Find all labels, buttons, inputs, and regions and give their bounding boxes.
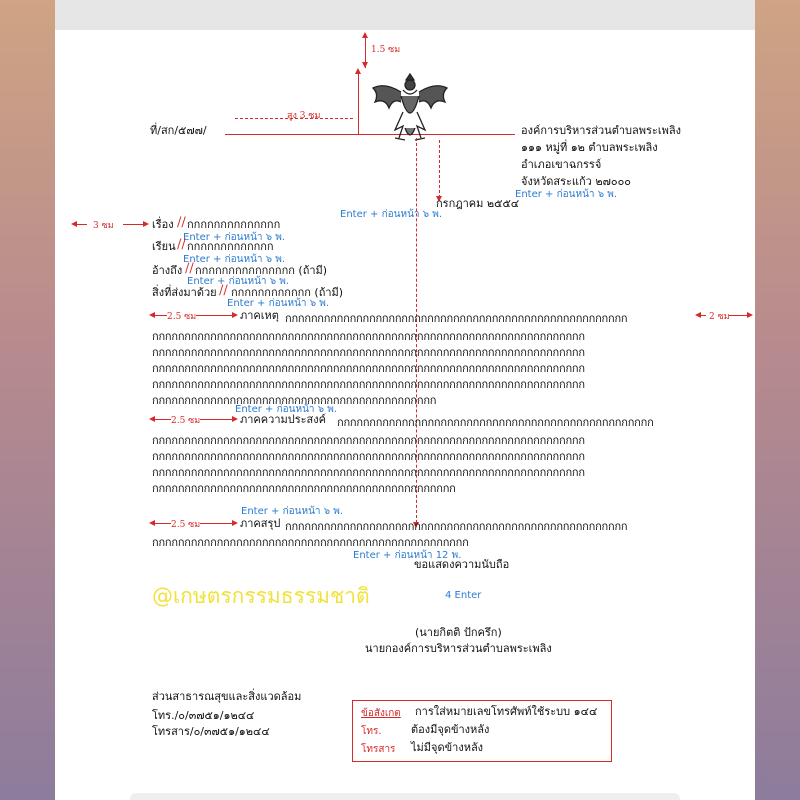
fax-number: โทรสาร/๐/๓๗๕๑/๑๒๔๔ [152,725,270,738]
enter-hint-refer: Enter + ก่อนหน้า ๖ พ. [187,276,289,287]
department-name: ส่วนสาธารณสุขและสิ่งแวดล้อม [152,690,302,703]
left-margin-arrow-left [71,221,77,227]
slash-mark: // [185,261,194,276]
note-fax-label: โทรสาร [361,744,396,755]
indent-label-3: 2.5 ซม [171,517,200,531]
attach-label: สิ่งที่ส่งมาด้วย [152,286,217,299]
enter-hint-org: Enter + ก่อนหน้า ๖ พ. [515,189,617,200]
para3-heading: ภาคสรุป [240,517,281,530]
refer-label: อ้างถึง [152,264,183,277]
para2-line: กกกกกกกกกกกกกกกกกกกกกกกกกกกกกกกกกกกกกกกกกกกกกกกกกกกกกกกกกกกกกกกกกกก [152,466,585,479]
top-margin-label: 1.5 ซม [371,45,401,55]
right-margin-line-a [700,315,706,316]
note-tel-text: ต้องมีจุดข้างหลัง [411,723,490,736]
right-margin-arrow-right [747,312,753,318]
to-value: กกกกกกกกกกกกก [187,240,274,253]
para1-line: กกกกกกกกกกกกกกกกกกกกกกกกกกกกกกกกกกกกกกกกกกกกกกกกกกกกกกกกกกกกกกกกกกก [152,378,585,391]
para1-line: กกกกกกกกกกกกกกกกกกกกกกกกกกกกกกกกกกกกกกกกกกกกกกกกกกกกกกกกกกกกกกกกกกก [152,346,585,359]
top-margin-arrow-up [362,32,368,38]
emblem-height-line [358,70,359,134]
org-line-2: ๑๑๑ หมู่ที่ ๑๒ ตำบลพระเพลิง [521,141,658,154]
note-text: การใส่หมายเลขโทรศัพท์ใช้ระบบ ๑๔๔ [415,705,598,718]
org-line-4: จังหวัดสระแก้ว ๒๗๐๐๐ [521,175,632,188]
emblem-guide-line [235,118,353,119]
para2-heading: ภาคความประสงค์ [240,413,326,426]
emblem-height-label: สูง 3 ซม [287,111,321,121]
enter-4-hint: 4 Enter [445,590,482,601]
note-box [352,700,612,762]
right-margin-label: 2 ซม [709,312,730,322]
para1-first-line: กกกกกกกกกกกกกกกกกกกกกกกกกกกกกกกกกกกกกกกกกกกกกกกกกกกกก [285,312,628,325]
indent-arrow-right-1 [232,312,238,318]
para3-first-line: กกกกกกกกกกกกกกกกกกกกกกกกกกกกกกกกกกกกกกกกกกกกกกกกกกกกก [285,520,628,533]
viewer-bottom-bar [130,793,680,800]
left-margin-line-b [123,224,145,225]
enter-hint-para2: Enter + ก่อนหน้า ๖ พ. [241,506,343,517]
enter-hint-attach: Enter + ก่อนหน้า ๖ พ. [227,298,329,309]
letter-date: กรกฎาคม ๒๕๕๔ [436,197,520,210]
right-margin-line-b [729,315,749,316]
para1-heading: ภาคเหตุ [240,309,279,322]
indent-arrow-left-2 [149,416,155,422]
watermark-text: @เกษตรกรรมธรรมชาติ [152,584,370,608]
note-fax-text: ไม่มีจุดข้างหลัง [411,741,484,754]
org-line-3: อำเภอเขาฉกรรจ์ [521,158,602,171]
indent-label-1: 2.5 ซม [167,309,196,323]
indent-arrow-right-3 [232,520,238,526]
para1-line: กกกกกกกกกกกกกกกกกกกกกกกกกกกกกกกกกกกกกกกกกกกก [152,394,437,407]
attach-value: กกกกกกกกกกกก (ถ้ามี) [231,286,344,299]
indent-label-2: 2.5 ซม [171,413,200,427]
signer-name: (นายกิตติ ปักครึก) [415,626,502,639]
para2-first-line: กกกกกกกกกกกกกกกกกกกกกกกกกกกกกกกกกกกกกกกกกกกกกกกกก [337,416,654,429]
enter-hint-subject: Enter + ก่อนหน้า ๖ พ. [183,232,285,243]
org-line-1: องค์การบริหารส่วนตำบลพระเพลิง [521,124,681,137]
garuda-emblem-icon [365,68,455,148]
tel-number: โทร./๐/๓๗๕๑/๑๒๔๔ [152,709,255,722]
para1-line: กกกกกกกกกกกกกกกกกกกกกกกกกกกกกกกกกกกกกกกกกกกกกกกกกกกกกกกกกกกกกกกกกกก [152,330,585,343]
slash-mark: // [177,215,186,230]
refer-value: กกกกกกกกกกกกกกก (ถ้ามี) [195,264,328,277]
subject-label: เรื่อง [152,218,174,231]
left-margin-arrow-right [143,221,149,227]
document-page [55,30,755,800]
viewer-top-bar [55,0,755,30]
indent-arrow-right-2 [232,416,238,422]
slash-mark: // [219,283,228,298]
closing-text: ขอแสดงความนับถือ [414,558,510,571]
para2-line: กกกกกกกกกกกกกกกกกกกกกกกกกกกกกกกกกกกกกกกกกกกกกกก [152,482,456,495]
note-tel-label: โทร. [361,726,382,737]
signer-title: นายกองค์การบริหารส่วนตำบลพระเพลิง [365,642,552,655]
para1-line: กกกกกกกกกกกกกกกกกกกกกกกกกกกกกกกกกกกกกกกกกกกกกกกกกกกกกกกกกกกกกกกกกกก [152,362,585,375]
enter-hint-12: Enter + ก่อนหน้า 12 พ. [353,550,462,561]
note-title: ข้อสังเกต [361,708,401,719]
para3-line: กกกกกกกกกกกกกกกกกกกกกกกกกกกกกกกกกกกกกกกกกกกกกกกกก [152,536,469,549]
emblem-height-arrow-up [355,68,361,74]
para2-line: กกกกกกกกกกกกกกกกกกกกกกกกกกกกกกกกกกกกกกกกกกกกกกกกกกกกกกกกกกกกกกกกกกก [152,434,585,447]
enter-hint-para1: Enter + ก่อนหน้า ๖ พ. [235,404,337,415]
to-label: เรียน [152,240,176,253]
para2-line: กกกกกกกกกกกกกกกกกกกกกกกกกกกกกกกกกกกกกกกกกกกกกกกกกกกกกกกกกกกกกกกกกกก [152,450,585,463]
indent-arrow-left-3 [149,520,155,526]
indent-arrow-left-1 [149,312,155,318]
left-margin-label: 3 ซม [93,221,114,231]
subject-value: กกกกกกกกกกกกกก [187,218,281,231]
ref-number: ที่/สก/๕๗๗/ [150,124,207,137]
enter-hint-to: Enter + ก่อนหน้า ๖ พ. [183,254,285,265]
enter-hint-date: Enter + ก่อนหน้า ๖ พ. [340,209,442,220]
slash-mark: // [177,237,186,252]
date-guide-line [439,140,440,198]
